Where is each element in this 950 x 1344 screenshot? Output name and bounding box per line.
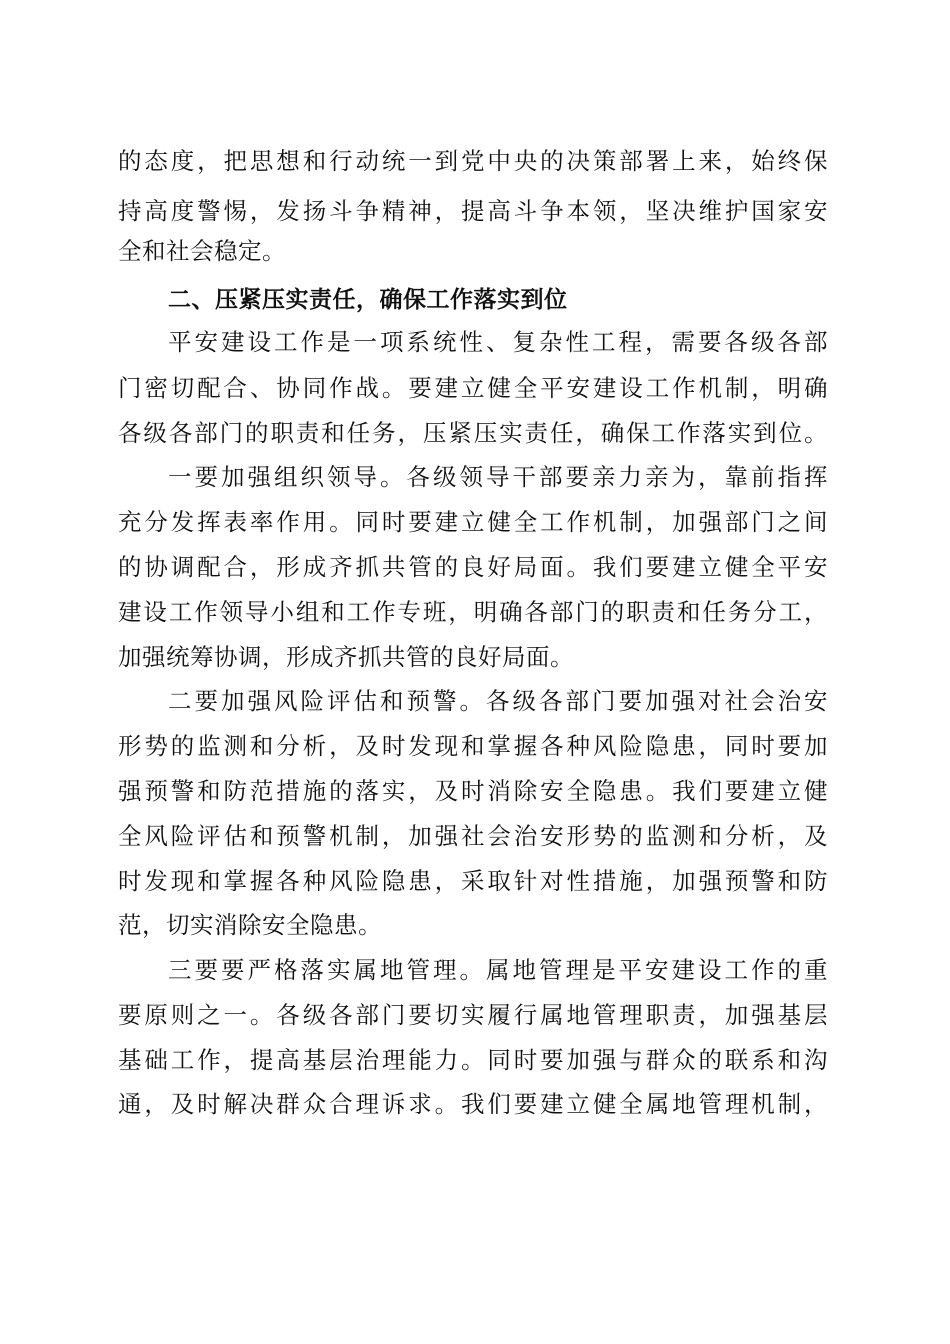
paragraph-line: 范，切实消除安全隐患。 (118, 911, 382, 939)
paragraph-line: 要原则之一。各级各部门要切实履行属地管理职责，加强基层 (118, 1001, 828, 1029)
paragraph-line: 持高度警惕，发扬斗争精神，提高斗争本领，坚决维护国家安 (118, 197, 828, 225)
paragraph-line: 的态度，把思想和行动统一到党中央的决策部署上来，始终保 (118, 147, 828, 175)
paragraph-line: 建设工作领导小组和工作专班，明确各部门的职责和任务分工， (118, 598, 828, 626)
paragraph-line: 全和社会稳定。 (118, 237, 286, 265)
paragraph-line: 加强统筹协调，形成齐抓共管的良好局面。 (118, 643, 574, 671)
paragraph-line: 全风险评估和预警机制，加强社会治安形势的监测和分析，及 (118, 822, 828, 850)
paragraph-line: 充分发挥表率作用。同时要建立健全工作机制，加强部门之间 (118, 508, 828, 536)
paragraph-line: 三要要严格落实属地管理。属地管理是平安建设工作的重 (168, 956, 828, 984)
paragraph-line: 二要加强风险评估和预警。各级各部门要加强对社会治安 (168, 687, 828, 715)
paragraph-line: 的协调配合，形成齐抓共管的良好局面。我们要建立健全平安 (118, 553, 828, 581)
paragraph-line: 形势的监测和分析，及时发现和掌握各种风险隐患，同时要加 (118, 732, 828, 760)
paragraph-line: 平安建设工作是一项系统性、复杂性工程，需要各级各部 (168, 328, 828, 356)
paragraph-line: 基础工作，提高基层治理能力。同时要加强与群众的联系和沟 (118, 1046, 828, 1074)
paragraph-line: 时发现和掌握各种风险隐患，采取针对性措施，加强预警和防 (118, 867, 828, 895)
paragraph-line: 强预警和防范措施的落实，及时消除安全隐患。我们要建立健 (118, 777, 828, 805)
paragraph-line: 通，及时解决群众合理诉求。我们要建立健全属地管理机制， (118, 1090, 828, 1118)
paragraph-line: 各级各部门的职责和任务，压紧压实责任，确保工作落实到位。 (118, 419, 828, 447)
paragraph-line: 门密切配合、协同作战。要建立健全平安建设工作机制，明确 (118, 374, 828, 402)
section-heading: 二、压紧压实责任，确保工作落实到位 (168, 287, 568, 313)
paragraph-line: 一要加强组织领导。各级领导干部要亲力亲为，靠前指挥 (168, 463, 828, 491)
